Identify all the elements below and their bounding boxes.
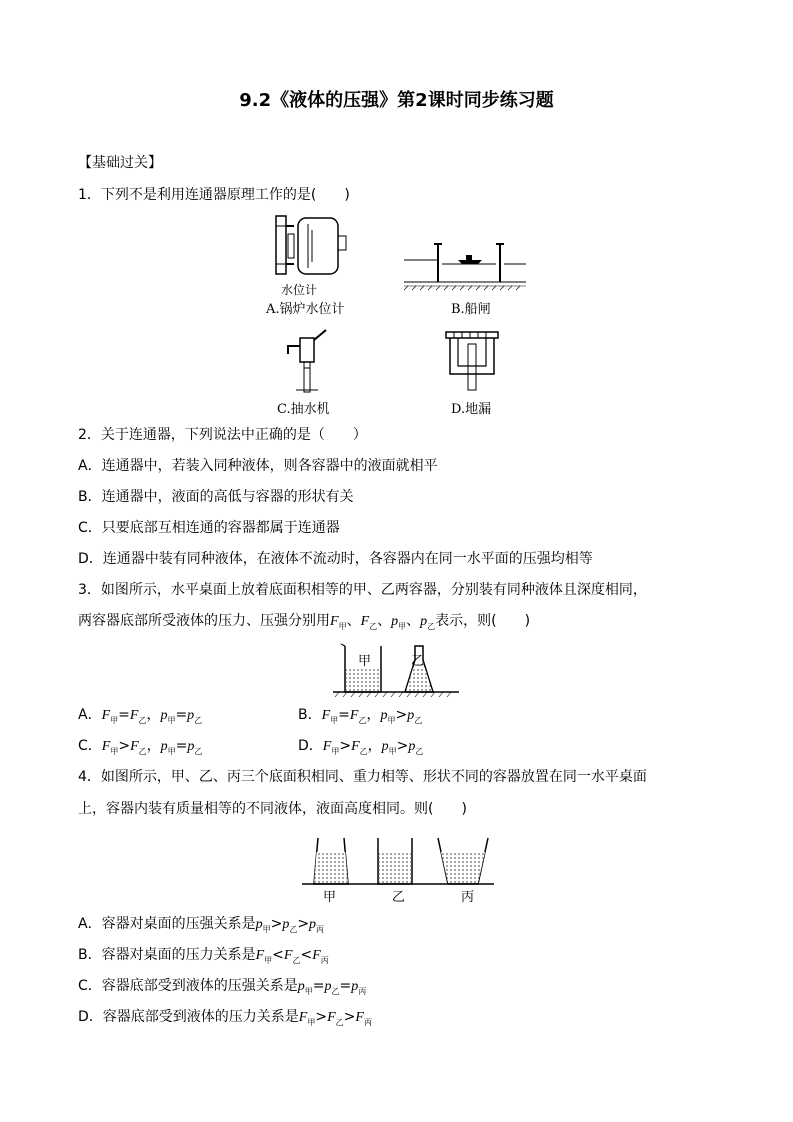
q3-option-b: B．$F_甲=F_乙$，$p_甲>p_乙$ xyxy=(298,707,423,725)
q4-option-c: C．容器底部受到液体的压强关系是$p_甲=p_乙=p_丙$ xyxy=(78,978,367,996)
q4-containers-figure xyxy=(302,832,494,888)
q3-stem-line1: 3．如图所示，水平桌面上放着底面积相等的甲、乙两容器，分别装有同种液体且深度相同， xyxy=(78,582,647,598)
boiler-gauge-figure xyxy=(272,212,352,282)
q2-option-a: A．连通器中，若装入同种液体，则各容器中的液面就相平 xyxy=(78,458,438,474)
q1-stem: 1．下列不是利用连通器原理工作的是( ) xyxy=(78,187,350,203)
page-title: 9.2《液体的压强》第2课时同步练习题 xyxy=(239,90,554,111)
q3-stem-line2: 两容器底部所受液体的压力、压强分别用$F_甲$、$F_乙$、$p_甲$、$p_乙$表示，则( ) xyxy=(78,613,531,631)
q3-label-jia: 甲 xyxy=(358,654,372,669)
q4-option-a: A．容器对桌面的压强关系是$p_甲>p_乙>p_丙$ xyxy=(78,916,325,934)
q4-stem-line2: 上，容器内装有质量相等的不同液体，液面高度相同。则( ) xyxy=(78,801,467,817)
q4-label-yi: 乙 xyxy=(392,890,406,905)
q3-option-c: C．$F_甲>F_乙$，$p_甲=p_乙$ xyxy=(78,738,203,756)
section-heading: 【基础过关】 xyxy=(78,155,162,171)
q1-option-b: B.船闸 xyxy=(451,302,491,317)
q4-option-d: D．容器底部受到液体的压力关系是$F_甲>F_乙>F_丙$ xyxy=(78,1009,372,1027)
q3-containers-figure xyxy=(333,640,459,700)
q2-option-b: B．连通器中，液面的高低与容器的形状有关 xyxy=(78,489,354,505)
water-pump-figure xyxy=(282,328,330,394)
q1-option-c: C.抽水机 xyxy=(277,402,330,417)
q3-option-d: D．$F_甲>F_乙$，$p_甲>p_乙$ xyxy=(298,738,424,756)
q3-option-a: A．$F_甲=F_乙$，$p_甲=p_乙$ xyxy=(78,707,203,725)
q2-option-d: D．连通器中装有同种液体，在液体不流动时，各容器内在同一水平面的压强均相等 xyxy=(78,551,593,567)
floor-drain-figure xyxy=(440,330,504,392)
water-gauge-label: 水位计 xyxy=(281,283,318,297)
q3-label-yi: 乙 xyxy=(411,654,425,669)
q4-stem-line1: 4．如图所示，甲、乙、丙三个底面积相同、重力相等、形状不同的容器放置在同一水平桌面 xyxy=(78,769,647,785)
ship-lock-figure xyxy=(404,238,526,294)
q4-option-b: B．容器对桌面的压力关系是$F_甲<F_乙<F_丙$ xyxy=(78,947,329,965)
q1-option-d: D.地漏 xyxy=(451,402,492,417)
q4-label-jia: 甲 xyxy=(323,890,337,905)
q2-stem: 2．关于连通器，下列说法中正确的是（ ） xyxy=(78,427,367,443)
q4-label-bing: 丙 xyxy=(461,890,475,905)
q1-option-a: A.锅炉水位计 xyxy=(266,302,345,317)
q2-option-c: C．只要底部互相连通的容器都属于连通器 xyxy=(78,520,340,536)
